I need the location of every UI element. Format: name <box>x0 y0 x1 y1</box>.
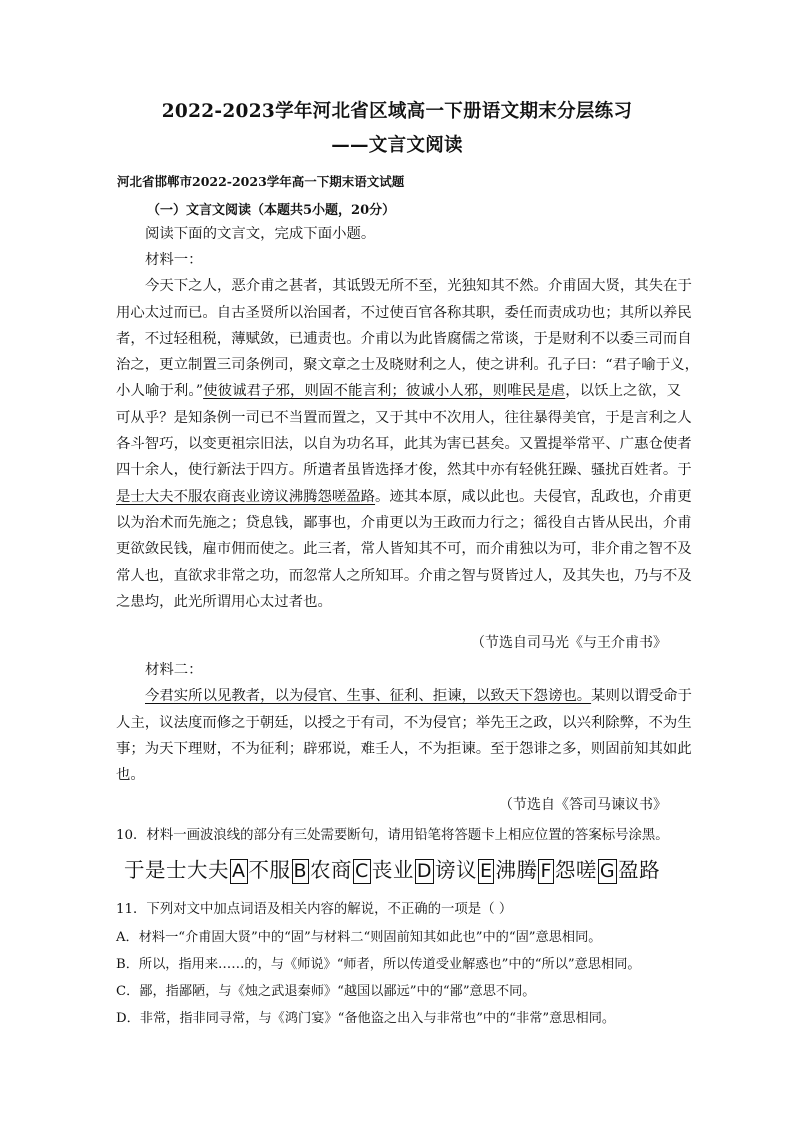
passage-line: 事；为天下理财，不为征利；辟邪说，难壬人，不为拒谏。至于怨诽之多，则固前知其如此 <box>116 740 692 757</box>
segment-text: 于是士大夫 <box>124 858 229 882</box>
underlined-sentence: 今君实所以见教者，以为侵官、生事、征利、拒谏，以致天下怨谤也。 <box>145 688 592 705</box>
question-10: 10．材料一画波浪线的部分有三处需要断句，请用铅笔将答题卡上相应位置的答案标号涂黑。 <box>116 828 669 843</box>
segment-text: 农商 <box>310 858 353 882</box>
passage-line <box>116 484 692 510</box>
passage-line <box>116 683 692 709</box>
segment-text: 不服 <box>248 858 291 882</box>
material-two-label: 材料二： <box>145 662 203 678</box>
option-box-g[interactable]: G <box>599 860 616 882</box>
choice-d[interactable]: D．非常，指非同寻常，与《鸿门宴》“备他盗之出入与非常也”中的“非常”意思相同。 <box>116 1011 616 1026</box>
passage-line: 常人也，直欲求非常之功，而忽常人之所知耳。介甫之智与贤皆过人，及其失也，乃与不及 <box>116 567 692 584</box>
material-one <box>116 247 699 615</box>
passage-line: 也。 <box>116 767 145 784</box>
passage-line: 四十余人，使行新法于四方。所遣者虽皆选择才俊，然其中亦有轻佻狂躁、骚扰百姓者。于 <box>116 462 692 479</box>
option-box-b[interactable]: B <box>293 860 308 882</box>
passage-line: 人主，议法度而修之于朝廷，以授之于有司，不为侵官；举先王之政，以兴利除弊，不为生 <box>116 714 692 731</box>
passage-text: ，以饫上之欲，又 <box>565 383 681 400</box>
sentence-break-options <box>124 853 660 884</box>
choice-b[interactable]: B．所以，指用来……的，与《师说》“师者，所以传道受业解惑也”中的“所以”意思相同。 <box>116 957 641 972</box>
page-title: 2022-2023学年河北省区域高一下册语文期末分层练习 <box>161 101 633 122</box>
material-two <box>116 657 692 788</box>
passage-line <box>116 378 681 404</box>
option-box-a[interactable]: A <box>232 860 246 882</box>
segment-text: 谤议 <box>434 858 477 882</box>
segment-text: 盈路 <box>618 858 661 882</box>
passage-line: 治之，更立制置三司条例司，聚文章之士及晓财利之人，使之讲利。孔子曰：“君子喻于义， <box>116 357 699 374</box>
page-subtitle: ——文言文阅读 <box>331 135 463 156</box>
exam-source: 河北省邯郸市2022-2023学年高一下期末语文试题 <box>117 174 405 189</box>
passage-line: 各斗智巧，以变更祖宗旧法，以自为功名耳，此其为害已甚矣。又置提举常平、广惠仓使者 <box>116 436 692 453</box>
passage-text: 小人喻于利。” <box>116 383 204 400</box>
option-box-d[interactable]: D <box>416 860 432 882</box>
instruction-text: 阅读下面的文言文，完成下面小题。 <box>145 226 376 242</box>
passage-line: 者，不过轻租税，薄赋敛，已逋责也。介甫以为此皆腐儒之常谈，于是财利不以委三司而自 <box>116 330 692 347</box>
passage-line: 以为治术而先施之；贷息钱，鄙事也，介甫更以为王政而力行之；徭役自古皆从民出，介甫 <box>116 514 692 531</box>
choice-a[interactable]: A．材料一“介甫固大贤”中的“固”与材料二“则固前知其如此也”中的“固”意思相同。 <box>116 930 602 945</box>
option-box-f[interactable]: F <box>540 860 552 882</box>
segment-text: 沸腾 <box>495 858 538 882</box>
passage-line: 可从乎？是知条例一司已不当置而置之，又于其中不次用人，往往暴得美官，于是言利之人 <box>116 409 692 426</box>
passage-line: 用心太过而已。自古圣贤所以治国者，不过使百官各称其职，委任而责成功也；其所以养民 <box>116 304 692 321</box>
choice-c[interactable]: C．鄙，指鄙陋，与《烛之武退秦师》“越国以鄙远”中的“鄙”意思不同。 <box>116 984 536 999</box>
segment-text: 丧业 <box>371 858 414 882</box>
underlined-sentence: 使彼诚君子邪，则固不能言利；彼诚小人邪，则唯民是虐 <box>203 383 566 400</box>
passage-line: 更欲敛民钱，雇市佣而使之。此三者，常人皆知其不可，而介甫独以为可，非介甫之智不及 <box>116 541 692 558</box>
material-two-citation: （节选自《答司马谏议书》 <box>499 797 667 813</box>
section-heading: （一）文言文阅读（本题共5小题，20分） <box>147 203 396 218</box>
passage-text: 。迹其本原，咸以此也。夫侵官，乱政也，介甫更 <box>375 488 692 505</box>
passage-line: 今天下之人，恶介甫之甚者，其诋毁无所不至，光独知其不然。介甫固大贤，其失在于 <box>145 278 692 295</box>
question-11: 11．下列对文中加点词语及相关内容的解说，不正确的一项是（ ） <box>116 902 513 917</box>
passage-line: 之患均，此光所谓用心太过者也。 <box>116 593 332 610</box>
passage-text: 某则以谓受命于 <box>591 688 692 705</box>
option-box-c[interactable]: C <box>355 860 369 882</box>
material-one-citation: （节选自司马光《与王介甫书》 <box>471 635 667 651</box>
option-box-e[interactable]: E <box>479 860 493 882</box>
material-one-label: 材料一： <box>145 252 203 268</box>
segment-text: 怨嗟 <box>554 858 597 882</box>
wavy-line-sentence: 是士大夫不服农商丧业谤议沸腾怨嗟盈路 <box>116 488 376 505</box>
